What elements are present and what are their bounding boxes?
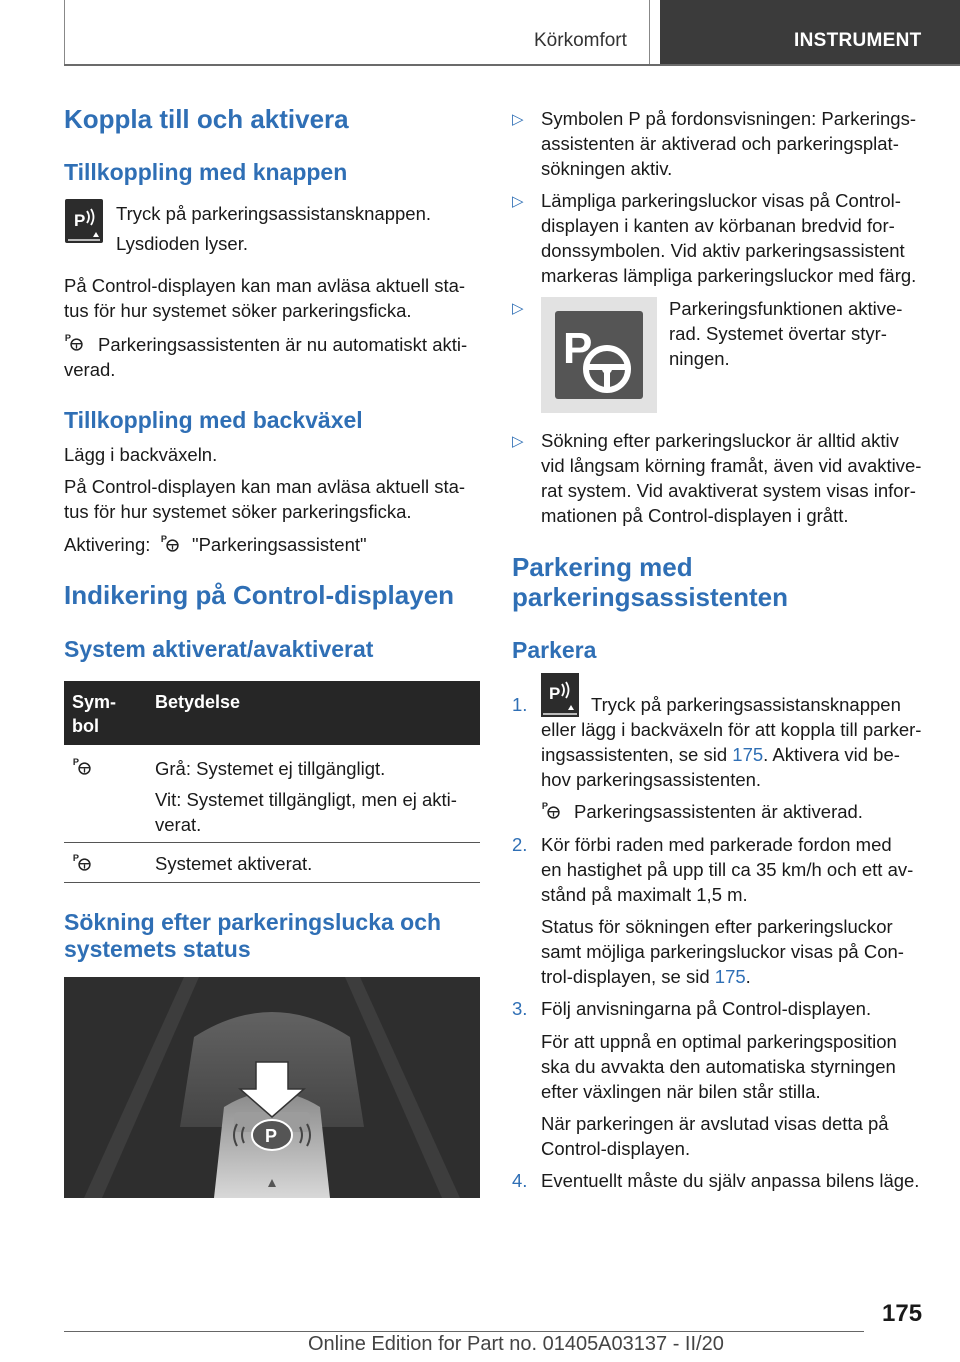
bullet1-l2: assistenten är aktiverad och parkeringsplat- bbox=[541, 133, 899, 154]
table-row1-b-l2: verat. bbox=[155, 814, 202, 835]
bullet4-l2: vid långsam körning framåt, även vid avaktive- bbox=[541, 455, 922, 476]
heading-display: Indikering på Control-displayen bbox=[64, 580, 455, 610]
step2-l5: samt möjliga parkeringsluckor visas på Con- bbox=[541, 941, 904, 962]
para-status-l2: tus för hur systemet söker parkeringsficka. bbox=[64, 300, 412, 321]
bullet2-l2: displayen i kanten av körbanan bredvid for- bbox=[541, 215, 895, 236]
header-section-label: Körkomfort bbox=[534, 30, 627, 51]
step1-l3-text: ingsassistenten, se sid bbox=[541, 744, 733, 765]
step2-l1: Kör förbi raden med parkerade fordon med bbox=[541, 834, 892, 855]
parking-assist-button-icon bbox=[541, 673, 579, 717]
button-step-1: Tryck på parkeringsassistansknappen. bbox=[116, 203, 431, 224]
activation-value: "Parkeringsassistent" bbox=[192, 534, 367, 555]
table-divider bbox=[64, 882, 480, 883]
parking-assist-symbol-icon bbox=[64, 332, 84, 352]
svg-text:P: P bbox=[160, 534, 167, 545]
heading-reverse: Tillkoppling med backväxel bbox=[64, 407, 363, 433]
reverse-para-l1: På Control-displayen kan man avläsa aktuell sta- bbox=[64, 476, 466, 497]
bullet1-l1: Symbolen P på fordonsvisningen: Parkerings- bbox=[541, 108, 917, 129]
page-ref-link[interactable]: 175 bbox=[714, 966, 746, 987]
activation-label: Aktivering: bbox=[64, 534, 151, 555]
parking-assist-symbol-icon bbox=[72, 756, 92, 776]
bullet-icon: ▷ bbox=[512, 111, 524, 128]
svg-text:P: P bbox=[74, 211, 86, 230]
step-number: 1. bbox=[512, 694, 528, 715]
bullet-icon: ▷ bbox=[512, 300, 524, 317]
bullet-icon: ▷ bbox=[512, 193, 524, 210]
bullet4-l4: mationen på Control-displayen i grått. bbox=[541, 505, 849, 526]
svg-text:P: P bbox=[541, 801, 548, 812]
bullet2-l4: markeras lämpliga parkeringsluckor med färg. bbox=[541, 265, 917, 286]
page-number: 175 bbox=[882, 1300, 923, 1327]
step1-l3-tail: . Aktivera vid be- bbox=[763, 744, 900, 765]
page-ref-link[interactable]: 175 bbox=[732, 744, 764, 765]
step2-l4: Status för sökningen efter parkeringsluckor bbox=[541, 916, 893, 937]
table-row2: Systemet aktiverat. bbox=[155, 853, 313, 874]
heading-button: Tillkoppling med knappen bbox=[64, 159, 348, 185]
svg-text:P: P bbox=[549, 684, 561, 703]
step1-l3 bbox=[541, 742, 900, 767]
step-number: 4. bbox=[512, 1170, 528, 1191]
step4-l1: Eventuellt måste du själv anpassa bilens läge. bbox=[541, 1170, 920, 1191]
step-number: 3. bbox=[512, 998, 528, 1019]
table-divider bbox=[64, 842, 480, 843]
table-row1-b-l1: Vit: Systemet tillgängligt, men ej akti- bbox=[155, 789, 457, 810]
bullet3-l1: Parkeringsfunktionen aktive- bbox=[669, 298, 903, 319]
step3-l4: efter växlingen när bilen står stilla. bbox=[541, 1081, 821, 1102]
step3-l1: Följ anvisningarna på Control-displayen. bbox=[541, 998, 872, 1019]
table-row1-a: Grå: Systemet ej tillgängligt. bbox=[155, 758, 386, 779]
svg-text:P: P bbox=[265, 1126, 278, 1146]
parking-search-illustration bbox=[64, 977, 480, 1198]
para-auto-l2: verad. bbox=[64, 359, 116, 380]
parking-assist-button-icon bbox=[65, 199, 103, 243]
heading-parking-l1: Parkering med bbox=[512, 552, 693, 582]
heading-status: System aktiverat/avaktiverat bbox=[64, 636, 374, 662]
step2-l6 bbox=[541, 964, 751, 989]
para-auto-l1: Parkeringsassistenten är nu automatiskt akti- bbox=[98, 334, 468, 355]
parking-assist-symbol-icon bbox=[160, 533, 180, 553]
heading-connect: Koppla till och aktivera bbox=[64, 104, 349, 134]
header-chapter-label: INSTRUMENT bbox=[794, 30, 922, 51]
table-col-symbol-l1: Sym- bbox=[72, 692, 117, 712]
heading-parking-l2: parkeringsassistenten bbox=[512, 582, 789, 612]
step3-l2: För att uppnå en optimal parkeringsposition bbox=[541, 1031, 897, 1052]
step2-l2: en hastighet på upp till ca 35 km/h och ett av- bbox=[541, 859, 914, 880]
bullet2-l3: donssymbolen. Vid aktiv parkeringsassistent bbox=[541, 240, 905, 261]
bullet4-l3: rat system. Vid avaktiverat system visas infor- bbox=[541, 480, 916, 501]
header-rule bbox=[64, 64, 960, 66]
step1-l1: Tryck på parkeringsassistansknappen bbox=[591, 694, 901, 715]
svg-text:P: P bbox=[72, 853, 79, 864]
step3-l5: När parkeringen är avslutad visas detta på bbox=[541, 1113, 889, 1134]
step2-l6-text: trol-displayen, se sid bbox=[541, 966, 715, 987]
svg-text:P: P bbox=[64, 333, 71, 344]
footer-edition: Online Edition for Part no. 01405A03137 - II/20 bbox=[308, 1333, 724, 1355]
step2-l6-tail: . bbox=[745, 966, 751, 987]
parking-assist-symbol-icon bbox=[541, 800, 561, 820]
reverse-step: Lägg i backväxeln. bbox=[64, 444, 218, 465]
step-number: 2. bbox=[512, 834, 528, 855]
bullet2-l1: Lämpliga parkeringsluckor visas på Control- bbox=[541, 190, 901, 211]
svg-text:P: P bbox=[72, 757, 79, 768]
step2-l3: stånd på maximalt 1,5 m. bbox=[541, 884, 748, 905]
bullet3-l3: ningen. bbox=[669, 348, 730, 369]
bullet-icon: ▷ bbox=[512, 433, 524, 450]
step1-l4: hov parkeringsassistenten. bbox=[541, 769, 762, 790]
heading-search-l2: systemets status bbox=[64, 936, 251, 962]
parking-assist-symbol-icon bbox=[72, 852, 92, 872]
table-col-meaning: Betydelse bbox=[155, 692, 241, 712]
bullet4-l1: Sökning efter parkeringsluckor är alltid aktiv bbox=[541, 430, 899, 451]
bullet1-l3: sökningen aktiv. bbox=[541, 158, 673, 179]
para-status-l1: På Control-displayen kan man avläsa aktuell sta- bbox=[64, 275, 466, 296]
step1-l5: Parkeringsassistenten är aktiverad. bbox=[574, 801, 863, 822]
heading-park: Parkera bbox=[512, 637, 597, 663]
table-col-symbol-l2: bol bbox=[72, 716, 99, 736]
button-step-2: Lysdioden lyser. bbox=[116, 233, 248, 254]
step3-l6: Control-displayen. bbox=[541, 1138, 691, 1159]
heading-search-l1: Sökning efter parkeringslucka och bbox=[64, 909, 442, 935]
parking-steering-icon bbox=[541, 297, 657, 413]
table-header bbox=[64, 681, 480, 745]
step3-l3: ska du avvakta den automatiska styrningen bbox=[541, 1056, 896, 1077]
footer-rule bbox=[64, 1331, 864, 1332]
step1-l2: eller lägg i backväxeln för att koppla till parker- bbox=[541, 719, 922, 740]
bullet3-l2: rad. Systemet övertar styr- bbox=[669, 323, 887, 344]
svg-text:P: P bbox=[563, 324, 593, 373]
reverse-para-l2: tus för hur systemet söker parkeringsficka. bbox=[64, 501, 412, 522]
